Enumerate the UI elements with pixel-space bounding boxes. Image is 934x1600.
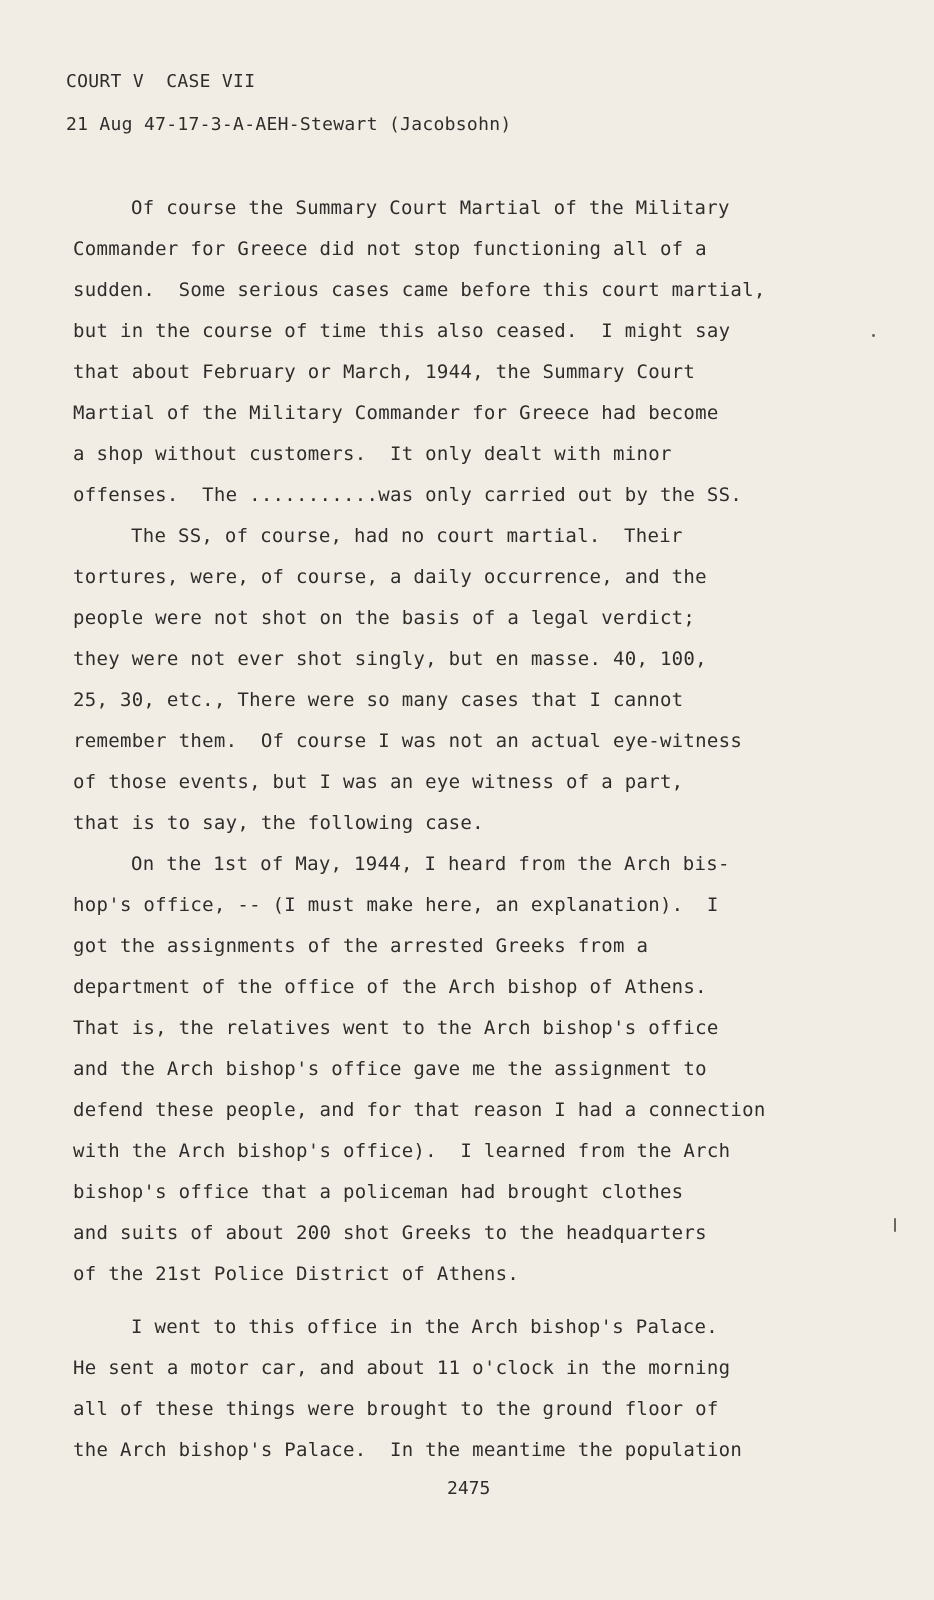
body-line: hop's office, -- (I must make here, an explanation). I [73, 894, 719, 916]
page-number: 2475 [447, 1478, 491, 1499]
body-line: and the Arch bishop's office gave me the assignment to [73, 1058, 707, 1080]
body-line: Of course the Summary Court Martial of the Military [131, 197, 730, 219]
body-line: department of the office of the Arch bishop of Athens. [73, 976, 707, 998]
body-line: sudden. Some serious cases came before this court martial, [73, 279, 766, 301]
body-line: they were not ever shot singly, but en masse. 40, 100, [73, 648, 707, 670]
body-line: but in the course of time this also ceased. I might say [73, 320, 731, 342]
paper-speck [872, 334, 875, 337]
body-line: the Arch bishop's Palace. In the meantime the population [73, 1439, 743, 1461]
session-reference: 21 Aug 47-17-3-A-AEH-Stewart (Jacobsohn) [66, 114, 512, 135]
body-line: got the assignments of the arrested Greeks from a [73, 935, 649, 957]
body-line: That is, the relatives went to the Arch bishop's office [73, 1017, 719, 1039]
body-line: 25, 30, etc., There were so many cases that I cannot [73, 689, 684, 711]
body-line: of the 21st Police District of Athens. [73, 1263, 520, 1285]
body-line: He sent a motor car, and about 11 o'clock in the morning [73, 1357, 731, 1379]
body-line: remember them. Of course I was not an actual eye-witness [73, 730, 743, 752]
body-line: defend these people, and for that reason I had a connection [73, 1099, 766, 1121]
body-line: that is to say, the following case. [73, 812, 484, 834]
body-line: offenses. The ...........was only carried out by the SS. [73, 484, 743, 506]
body-line: tortures, were, of course, a daily occurrence, and the [73, 566, 707, 588]
body-line: and suits of about 200 shot Greeks to the headquarters [73, 1222, 707, 1244]
body-line: people were not shot on the basis of a legal verdict; [73, 607, 696, 629]
body-line: with the Arch bishop's office). I learned from the Arch [73, 1140, 731, 1162]
paper-speck [894, 1218, 896, 1232]
court-case-heading: COURT V CASE VII [66, 71, 256, 92]
body-line: of those events, but I was an eye witness of a part, [73, 771, 684, 793]
body-line: Commander for Greece did not stop functioning all of a [73, 238, 707, 260]
body-line: that about February or March, 1944, the Summary Court [73, 361, 696, 383]
body-line: all of these things were brought to the ground floor of [73, 1398, 719, 1420]
body-line: I went to this office in the Arch bishop's Palace. [131, 1316, 718, 1338]
body-line: On the 1st of May, 1944, I heard from the Arch bis- [131, 853, 730, 875]
body-line: Martial of the Military Commander for Greece had become [73, 402, 719, 424]
body-line: a shop without customers. It only dealt with minor [73, 443, 672, 465]
body-line: bishop's office that a policeman had brought clothes [73, 1181, 684, 1203]
body-line: The SS, of course, had no court martial. Their [131, 525, 683, 547]
